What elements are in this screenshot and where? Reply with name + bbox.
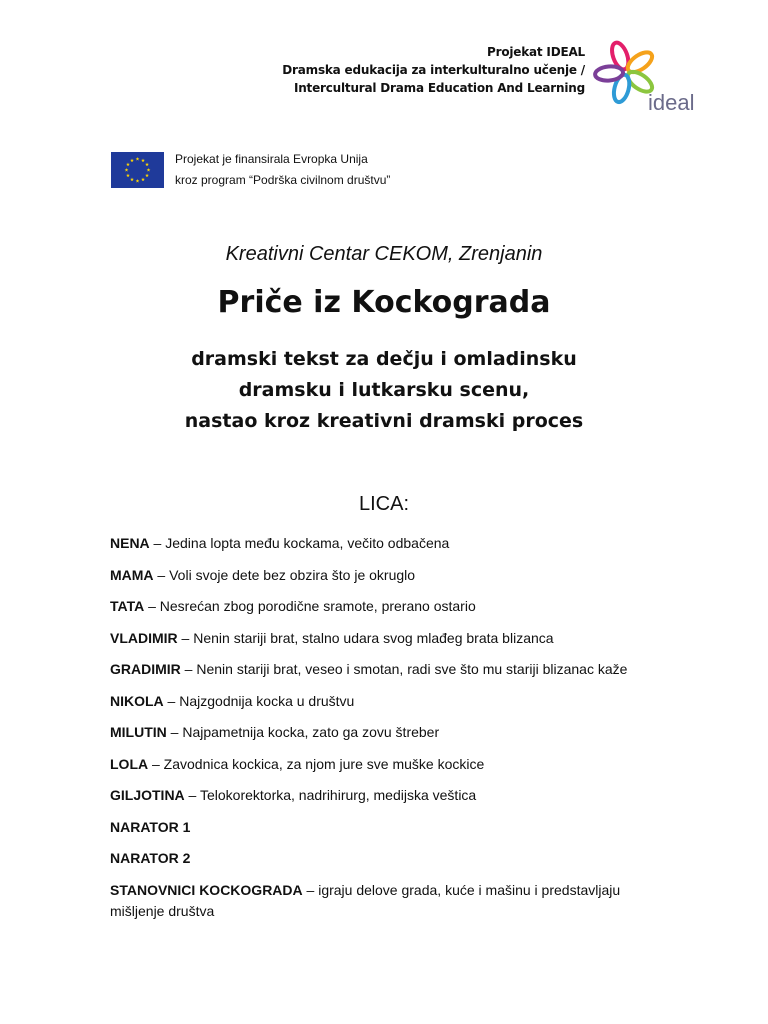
organization-name: Kreativni Centar CEKOM, Zrenjanin bbox=[225, 243, 543, 265]
ideal-logo-text: ideal bbox=[648, 90, 695, 115]
character-name: MILUTIN bbox=[110, 724, 167, 740]
character-description: – Nesrećan zbog porodične sramote, prerano ostario bbox=[144, 598, 476, 614]
character-description: – igraju delove grada, kuće i mašinu i predstavljaju mišljenje društva bbox=[110, 881, 621, 919]
subtitle-line-1: dramski tekst za dečju i omladinsku bbox=[191, 348, 577, 370]
character-name: NENA bbox=[110, 535, 150, 551]
project-header bbox=[282, 43, 585, 97]
character-name: TATA bbox=[110, 598, 145, 614]
character-entry bbox=[110, 722, 670, 743]
character-entry bbox=[110, 848, 670, 869]
ideal-logo bbox=[592, 40, 702, 115]
project-name: Projekat IDEAL bbox=[487, 45, 585, 59]
character-description: – Telokorektorka, nadrihirurg, medijska veštica bbox=[184, 787, 477, 803]
character-name: NIKOLA bbox=[110, 692, 164, 709]
character-description: – Najpametnija kocka, zato ga zovu štreber bbox=[166, 724, 440, 740]
character-list bbox=[110, 533, 670, 932]
character-entry bbox=[110, 691, 670, 712]
character-description: – Zavodnica kockica, za njom jure sve muške kockice bbox=[148, 755, 485, 772]
character-name: NARATOR 1 bbox=[110, 818, 191, 835]
character-description: – Nenin stariji brat, stalno udara svog mlađeg brata blizanca bbox=[177, 629, 554, 646]
character-name: GILJOTINA bbox=[110, 787, 185, 803]
character-description: – Voli svoje dete bez obzira što je okruglo bbox=[153, 566, 416, 583]
funding-line-2: kroz program “Podrška civilnom društvu” bbox=[175, 173, 391, 187]
character-name: STANOVNICI KOCKOGRADA bbox=[110, 881, 303, 898]
document-subtitle bbox=[0, 344, 768, 437]
character-entry bbox=[110, 880, 670, 922]
character-description: – Nenin stariji brat, veseo i smotan, radi sve što mu stariji blizanac kaže bbox=[180, 661, 628, 677]
character-name: NARATOR 2 bbox=[110, 850, 191, 866]
character-entry bbox=[110, 785, 670, 806]
character-name: LOLA bbox=[110, 755, 149, 772]
character-name: VLADIMIR bbox=[110, 629, 178, 646]
flower-icon bbox=[595, 40, 656, 103]
project-subtitle-english: Intercultural Drama Education And Learning bbox=[293, 81, 585, 95]
character-name: MAMA bbox=[110, 566, 154, 583]
characters-heading: LICA: bbox=[358, 493, 410, 515]
character-entry bbox=[110, 565, 670, 586]
document-title: Priče iz Kockograda bbox=[217, 285, 551, 320]
funding-line-1: Projekat je finansirala Evropka Unija bbox=[175, 152, 368, 166]
subtitle-line-3: nastao kroz kreativni dramski proces bbox=[184, 410, 584, 432]
character-entry bbox=[110, 596, 670, 617]
character-description: – Jedina lopta među kockama, večito odbačena bbox=[149, 535, 450, 551]
character-entry bbox=[110, 628, 670, 649]
character-entry bbox=[110, 533, 670, 554]
eu-flag-icon bbox=[111, 152, 164, 188]
character-name: GRADIMIR bbox=[110, 661, 181, 677]
subtitle-line-2: dramsku i lutkarsku scenu, bbox=[238, 379, 530, 401]
character-description: – Najzgodnija kocka u društvu bbox=[163, 692, 355, 709]
character-entry bbox=[110, 817, 670, 838]
character-entry bbox=[110, 754, 670, 775]
character-entry bbox=[110, 659, 670, 680]
project-subtitle-line: Dramska edukacija za interkulturalno učenje / bbox=[282, 63, 585, 77]
funding-note bbox=[175, 149, 390, 191]
